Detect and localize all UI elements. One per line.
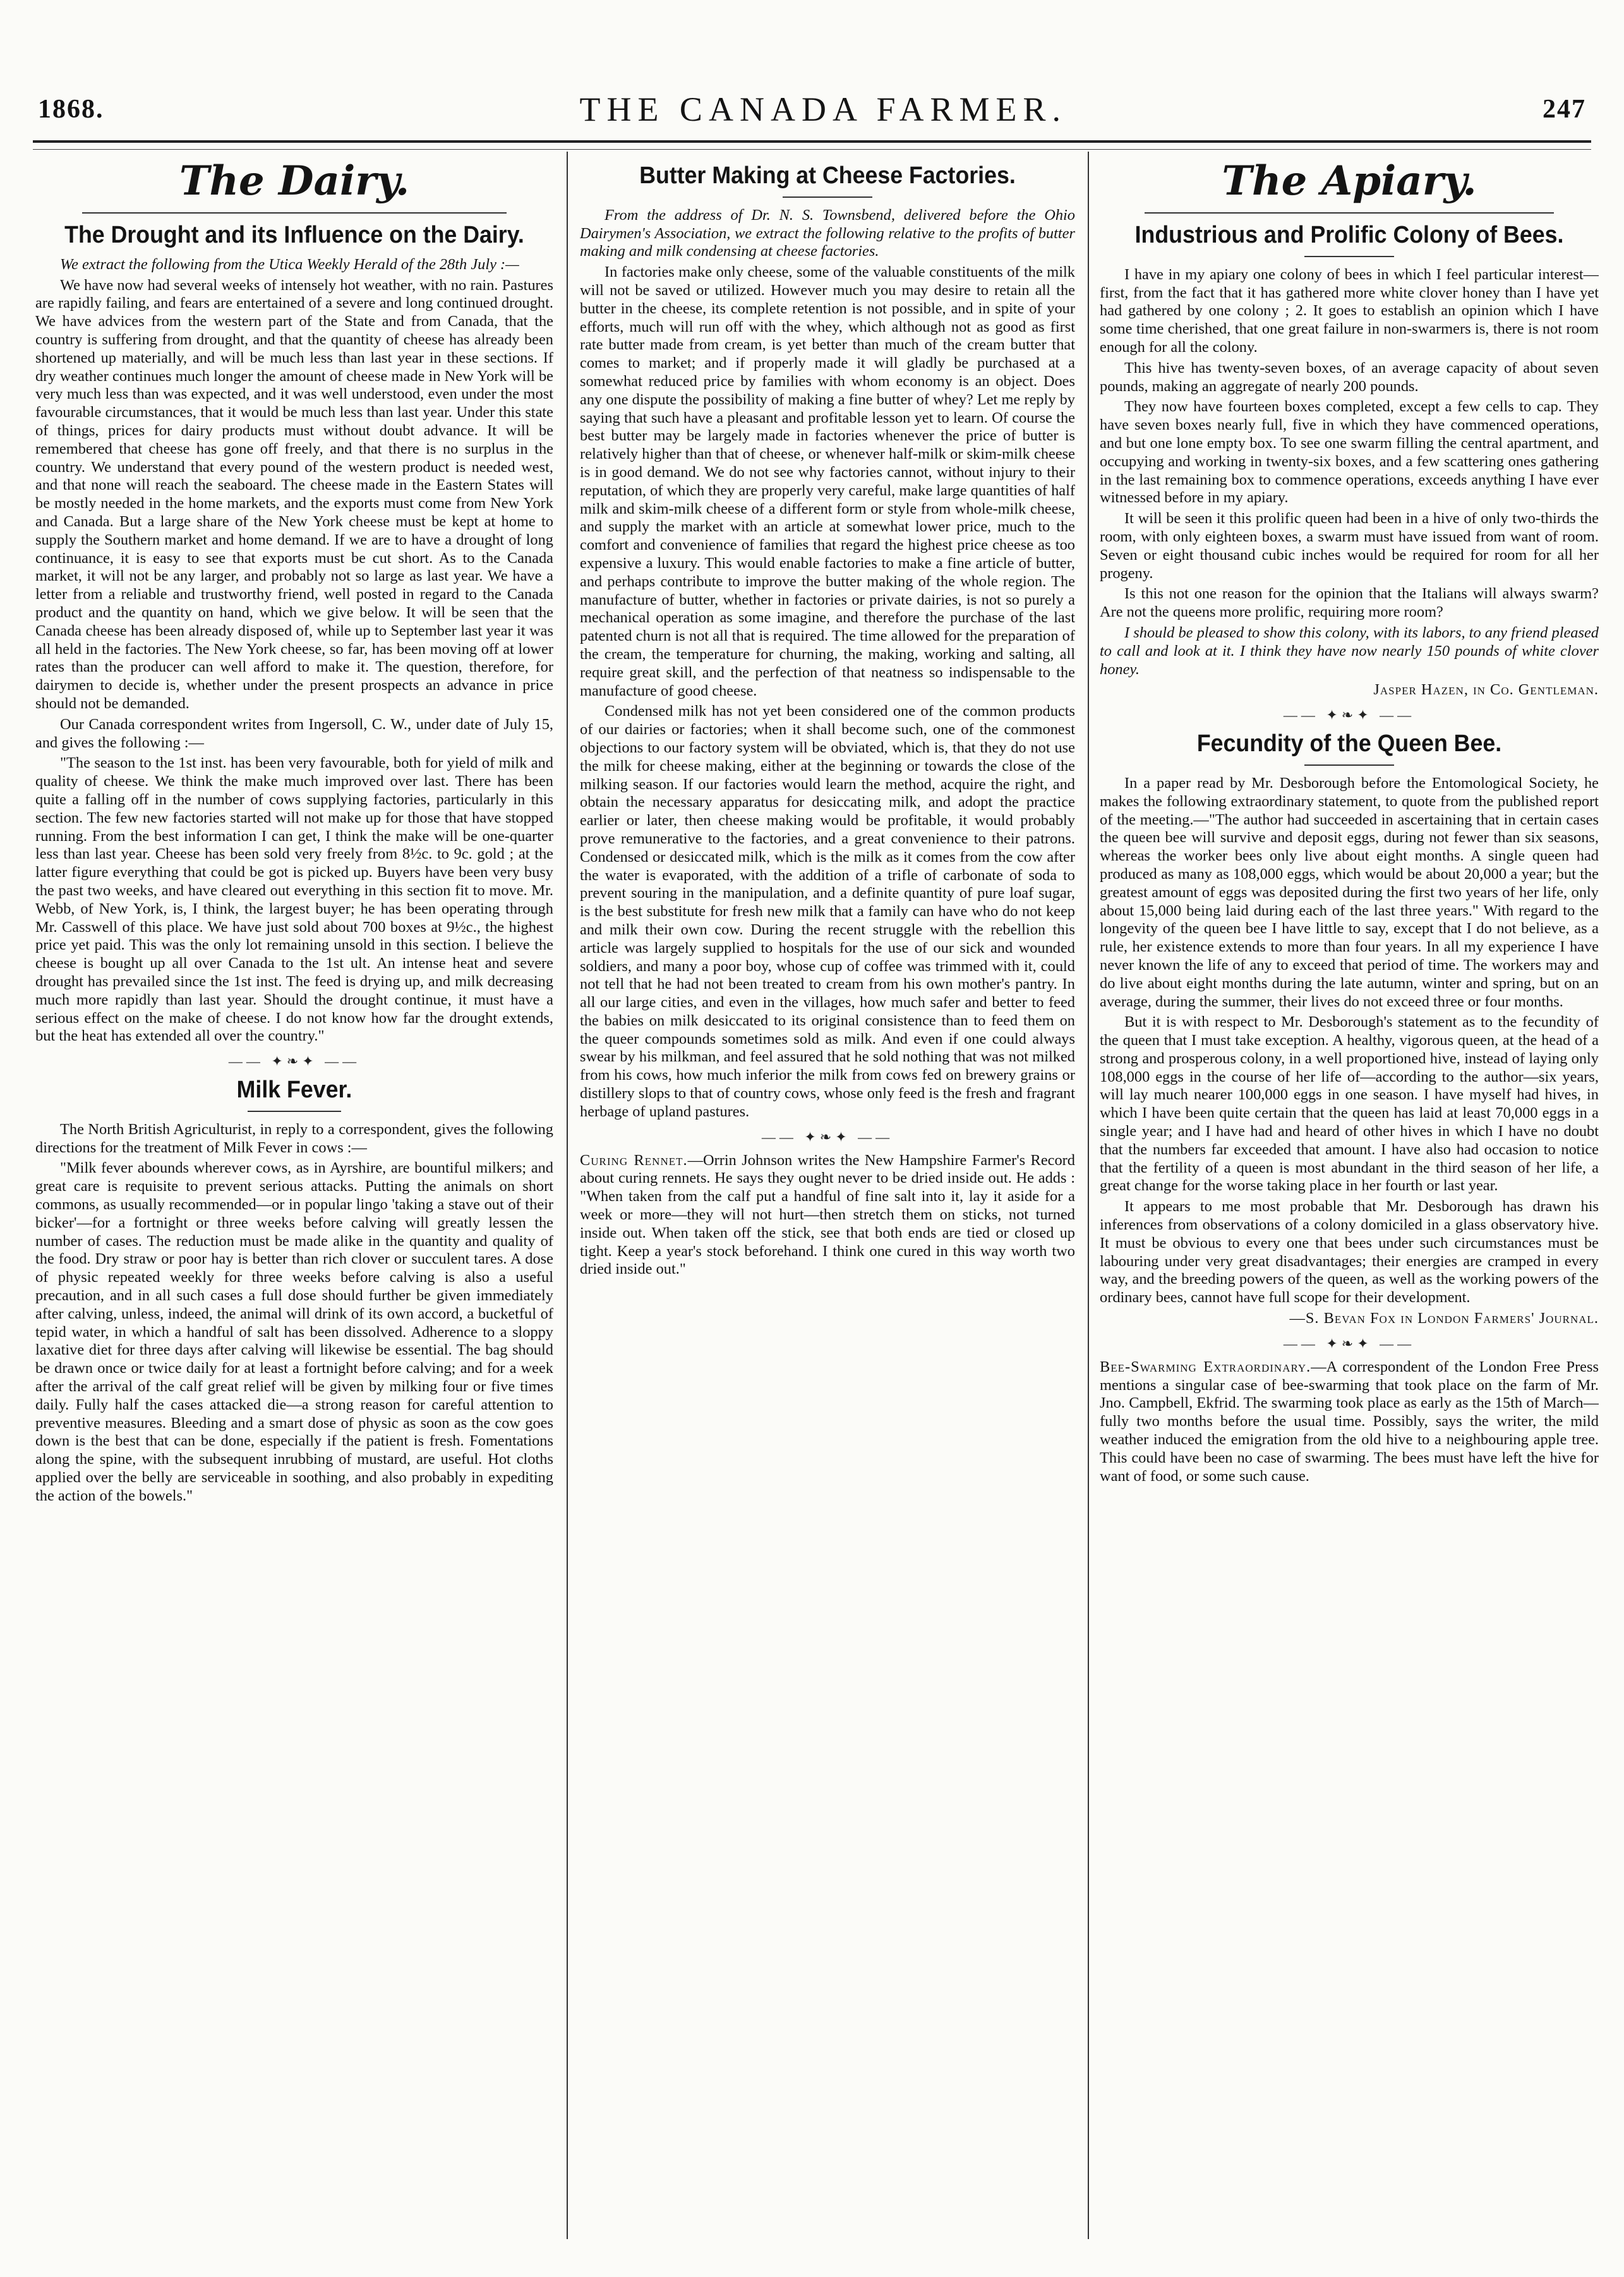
colony-paragraph: I have in my apiary one colony of bees in which I feel particular interest—first, from the fact that it has gathered more white clover honey than I have yet had gathered by one colony ; 2. It goes to establish an opinion which I have some time cherished, that one great failure in non-swarmers is, there is not room enough for all the colony.: [1100, 265, 1599, 356]
fecundity-paragraph: But it is with respect to Mr. Desborough's statement as to the fecundity of the queen that I must take exception. A healthy, vigorous queen, at the head of a strong and prosperous colony, in a well proportioned hive, instead of laying only 108,000 eggs in the course of her life of—according to the author—six years, will lay much nearer 100,000 eggs in one season. I have myself had hives, in which I have been quite certain that the queen has laid at least 70,000 eggs in a single year; and I have had and heard of other hives in which I have no doubt that the numbers far exceeded that amount. I have also had occasion to notice that the fertility of a queen is most abundant in the third season of her life, a great change for the worse taking place in her fourth or last year.: [1100, 1013, 1599, 1195]
column-rule: [1088, 152, 1089, 2239]
colony-paragraph: They now have fourteen boxes completed, except a few cells to cap. They have seven boxes nearly full, five in which they have commenced operations, and but one lone empty box. To see one swarm filling the central apartment, and occupying and working in twenty-six boxes, and a few scattering ones gathering in the last remaining box to commence operations, exceeds anything I have ever witnessed before in my apiary.: [1100, 398, 1599, 507]
column-rule: [567, 152, 568, 2239]
swarming-text: —A correspondent of the London Free Press mentions a singular case of bee-swarming that took place on the farm of Mr. Jno. Campbell, Ekfrid. The swarming took place as early as the 15th of March—fully two months before the usual time. Possibly, says the writer, the mild weather induced the emigration from the old hive to a neighbouring apple tree. This could have been no case of swarming. The bees must have left the hive for want of food, or some such cause.: [1100, 1358, 1599, 1485]
title-rule: [783, 196, 872, 198]
fecundity-paragraph: In a paper read by Mr. Desborough before the Entomological Society, he makes the following extraordinary statement, to quote from the published report of the meeting.—"The author had succeeded in ascertaining that in certain cases the queen bee will survive and deposit eggs, during not fewer than six seasons, whereas the worker bees only live about eight months. A single queen had produced as many as 108,000 eggs, which would be about 20,000 a year; but the greatest amount of eggs was deposited during the first two years of her life, only about 15,000 being laid during each of the last three years." With regard to the longevity of the queen bee I have little to say, except that I do not believe, as a rule, her existence extends to more than four years. In all my experience I have never known the life of any to exceed that period of time. The workers may and do live about eight months during the late autumn, winter and spring, but on an average, during the summer, their lives do not exceed three or four months.: [1100, 774, 1599, 1010]
column-2: [580, 157, 1075, 2239]
title-rule: [1304, 256, 1394, 257]
colony-paragraph: Is this not one reason for the opinion that the Italians will always swarm? Are not the queens more prolific, requiring more room?: [1100, 585, 1599, 621]
masthead: [38, 81, 1586, 138]
drought-paragraph: Our Canada correspondent writes from Ingersoll, C. W., under date of July 15, and gives the following :—: [35, 715, 553, 751]
milk-fever-paragraph: "Milk fever abounds wherever cows, as in Ayrshire, are bountiful milkers; and great care is requisite to prevent serious attacks. Putting the animals on short commons, as usually recommended—or in popular lingo 'taking a stave out of their bicker'—for a fortnight or three weeks before calving will greatly lessen the number of cases. The reduction must be made alike in the quantity and quality of the food. Dry straw or poor hay is better than rich clover or succulent tares. A dose of physic repeated weekly for three weeks before calving is also a useful precaution, and in all such cases a full dose should further be given immediately after calving, unless, indeed, the animal will drink of its own accord, a bucketful of tepid water, in which a handful of salt has been dissolved. Adherence to a sloppy laxative diet for three days after calving will likewise be essential. The bag should be drawn once or twice daily for at least a fortnight before calving; and for a week after the arrival of the calf great relief will be given by milking four or five times daily. Fully half the cases attacked die—a strong reason for careful attention to preventive measures. Bleeding and a smart dose of physic as soon as the cow goes down is the best that can be done, especially if the patient is fresh. Fomentations along the spine, with the subsequent inrubbing of mustard, are useful. Hot cloths applied over the belly are serviceable in soothing, and also probably in expediting the action of the bowels.": [35, 1159, 553, 1504]
colony-paragraph: I should be pleased to show this colony, with its labors, to any friend pleased to call and look at it. I think they have now nearly 150 pounds of white clover honey.: [1100, 624, 1599, 678]
swarming-lead: Bee-Swarming Extraordinary.: [1100, 1358, 1311, 1375]
dairy-department-heading: The Dairy.: [179, 157, 410, 205]
drought-paragraph: "The season to the 1st inst. has been very favourable, both for yield of milk and quality of cheese. We think the make much improved over last. There has been quite a falling off in the number of cows supplying factories, particularly in this section. The few new factories started will not make up for those that have stopped running. From the best information I can get, I think the make will be one-quarter less than last year. Cheese has been sold very freely from 8½c. to 9c. gold ; at the latter figure everything that could be got is picked up. Buyers have been very busy the past two weeks, and have cleared out everything in this section fit to move. Mr. Webb, of New York, is, I think, the largest buyer; he has been operating through Mr. Casswell of this place. We have just sold about 700 boxes at 9½c., the highest price yet paid. This was the only lot remaining unsold in this section. I believe the cheese is bought up all over Canada to the 1st ult. An intense heat and severe drought has prevailed since the 1st inst. The feed is drying up, and milk decreasing much more rapidly than last year. Should the drought continue, it must have a serious effect on the make of cheese. I do not know how far the drought extends, but the heat has extended all over the country.": [35, 754, 553, 1045]
rennet-text: —Orrin Johnson writes the New Hampshire Farmer's Record about curing rennets. He says they ought never to be dried inside out. He adds : "When taken from the calf put a handful of fine salt into it, lay it aside for a week or more—they will not hurt—then stretch them on sticks, not turned inside out. When taken off the stick, see that both ends are tied or closed up tight. Keep a year's stock beforehand. I think one cured in this way worth two dried inside out.": [580, 1151, 1075, 1278]
section-ornament: —— ✦❧✦ ——: [761, 1128, 894, 1145]
column-1: [35, 157, 553, 2239]
colony-signature: Jasper Hazen, in Co. Gentleman.: [1373, 681, 1599, 699]
drought-paragraph: We have now had several weeks of intensely hot weather, with no rain. Pastures are rapidly failing, and fears are entertained of a severe and long continued drought. We have advices from the western part of the State and from Canada, that the country is suffering from drought, and that the quantity of cheese has already been shortened up materially, and will be much less than last year in these sections. If dry weather continues much longer the amount of cheese made in New York will be very much less than was expected, and it was well understood, even under the most favourable circumstances, that it would be much less than last year. Under this state of things, prices for dairy products must without doubt advance. It will be remembered that cheese has gone off freely, and that there is no surplus in the country. We understand that every pound of the western product is needed west, and that none will reach the seaboard. The cheese made in the Eastern States will be mostly needed in the home markets, and the exports must come from New York and Canada. But a large share of the New York cheese must be kept at home to supply the Southern market and home demand. If we are to have a drought of long continuance, it is easy to see that exports must be cut short. As to the Canada market, it will not be any larger, and probably not so large as last year. We have a letter from a reliable and trustworthy friend, well posted in regard to the Canada product and the quantity on hand, which we give below. It will be seen that the Canada cheese has been already disposed of, while up to September last year it was all held in the factories. The New York cheese, so far, has been moving off at lower rates than the producer can well afford to make it. The question, therefore, for dairymen to decide is, whether under the present prospects an advance in price should not be demanded.: [35, 276, 553, 712]
colony-paragraph: This hive has twenty-seven boxes, of an average capacity of about seven pounds, making an aggregate of nearly 200 pounds.: [1100, 359, 1599, 395]
section-ornament: —— ✦❧✦ ——: [228, 1053, 361, 1070]
page-number: 247: [1543, 95, 1586, 124]
milk-fever-article-title: Milk Fever.: [236, 1077, 352, 1104]
fecundity-article-title: Fecundity of the Queen Bee.: [1196, 730, 1502, 758]
rennet-lead: Curing Rennet.: [580, 1151, 688, 1169]
title-rule: [248, 1111, 341, 1112]
drought-intro: We extract the following from the Utica Weekly Herald of the 28th July :—: [60, 255, 519, 273]
butter-paragraph: In factories make only cheese, some of the valuable constituents of the milk will not be saved or utilized. However much you may desire to retain all the butter in the cheese, its complete retention is not possible, and in spite of your efforts, much will run off with the whey, which although not as good as first rate butter made from cream, is yet better than much of the cream butter that comes to market; and if properly made it will gladly be purchased at a somewhat reduced price by families with whom economy is an object. Does any one dispute the possibility of making a fine butter of whey? Let me reply by saying that such have a pleasant and profitable lesson yet to learn. Of course the best butter may be largely made in factories whenever the price of butter is relatively higher than that of cheese, or whenever half-milk or skim-milk cheese is in good demand. We do not see why factories cannot, without injury to their reputation, of which they are properly very careful, make large quantities of half milk and skim-milk cheese of a different form or style from whole-milk cheese, and supply the market with an article at somewhat lower price, much to the comfort and convenience of families that regard the highest price cheese as too expensive a luxury. This would enable factories to make a fine article of butter, and perhaps contribute to improve the butter making of the whole region. The manufacture of butter, whether in factories or private dairies, is not so purely a mechanical operation as some imagine, and therefore the purchase of the last patented churn is not all that is required. The time allowed for the preparation of the cream, the temperature for churning, the making, working and salting, all require great skill, and the perfection of that neatness so indispensable to the manufacture of good cheese.: [580, 263, 1075, 699]
butter-paragraph: Condensed milk has not yet been considered one of the common products of our dairies or factories; when it shall become such, one of the commonest objections to our factory system will be obviated, which is, that they do not use the milk for cheese making, either at the beginning or towards the close of the milking season. If our factories would learn the method, acquire the right, and obtain the necessary apparatus for desiccating milk, and adopt the practice earlier or later, then cheese making would be profitable, it would probably prove remunerative to the factories, and a great convenience to their patrons. Condensed or desiccated milk, which is the milk as it comes from the cow after the water is evaporated, with the addition of a trifle of carbonate of soda to prevent souring in the manipulation, and a definite quantity of pure loaf sugar, is the best substitute for fresh new milk that a family can have who do not keep and milk their own cow. During the recent struggle with the rebellion this article was largely supplied to hospitals for the use of our sick and wounded soldiers, and many a poor boy, whose cup of coffee was trimmed with it, could not tell that he had not been treated to cream from his own mother's pantry. In all our large cities, and even in the villages, how much safer and better to feed the babies on milk desiccated to its original consistence than to feed them on the queer compounds sometimes sold as milk. And even if one could always swear by his milkman, and feel assured that he sold nothing that was not milked from his cows, how much inferior the milk from cows fed on brewery grains or distillery slops to that of country cows, whose only feed is the fresh and fragrant herbage of upland pastures.: [580, 703, 1075, 1120]
milk-fever-paragraph: The North British Agriculturist, in reply to a correspondent, gives the following directions for the treatment of Milk Fever in cows :—: [35, 1120, 553, 1156]
fecundity-paragraph: It appears to me most probable that Mr. Desborough has drawn his inferences from observations of a colony domiciled in a glass observatory hive. It must be obvious to every one that bees under such circumstances must be labouring under very great disadvantages; their energies are cramped in every way, and the breeding powers of the queen, as well as the working powers of the ordinary bees, cannot have full scope for their development.: [1100, 1198, 1599, 1307]
colony-article-title: Industrious and Prolific Colony of Bees.: [1134, 222, 1564, 248]
publication-title: THE CANADA FARMER.: [579, 90, 1068, 128]
page-year: 1868.: [38, 95, 104, 124]
swarming-paragraph: [1100, 1358, 1599, 1486]
apiary-department-heading: The Apiary.: [1222, 157, 1477, 205]
header-rule: [33, 140, 1591, 150]
colony-paragraph: It will be seen it this prolific queen had been in a hive of only two-thirds the room, with only eighteen boxes, a swarm must have issued from want of room. Seven or eight thousand cubic inches would be required for room for all her progeny.: [1100, 510, 1599, 582]
section-ornament: —— ✦❧✦ ——: [1283, 707, 1416, 723]
column-3: [1100, 157, 1599, 2239]
drought-article-title: The Drought and its Influence on the Dairy.: [64, 222, 524, 248]
department-rule: [1145, 212, 1554, 214]
butter-intro: From the address of Dr. N. S. Townsbend, delivered before the Ohio Dairymen's Association, we extract the following relative to the profits of butter making and milk condensing at cheese factories.: [580, 206, 1075, 260]
butter-article-title: Butter Making at Cheese Factories.: [639, 162, 1016, 189]
section-ornament: —— ✦❧✦ ——: [1283, 1335, 1416, 1351]
department-rule: [82, 212, 507, 214]
rennet-paragraph: [580, 1152, 1075, 1279]
title-rule: [1304, 764, 1394, 766]
fecundity-signature: —S. Bevan Fox in London Farmers' Journal.: [1289, 1310, 1599, 1327]
